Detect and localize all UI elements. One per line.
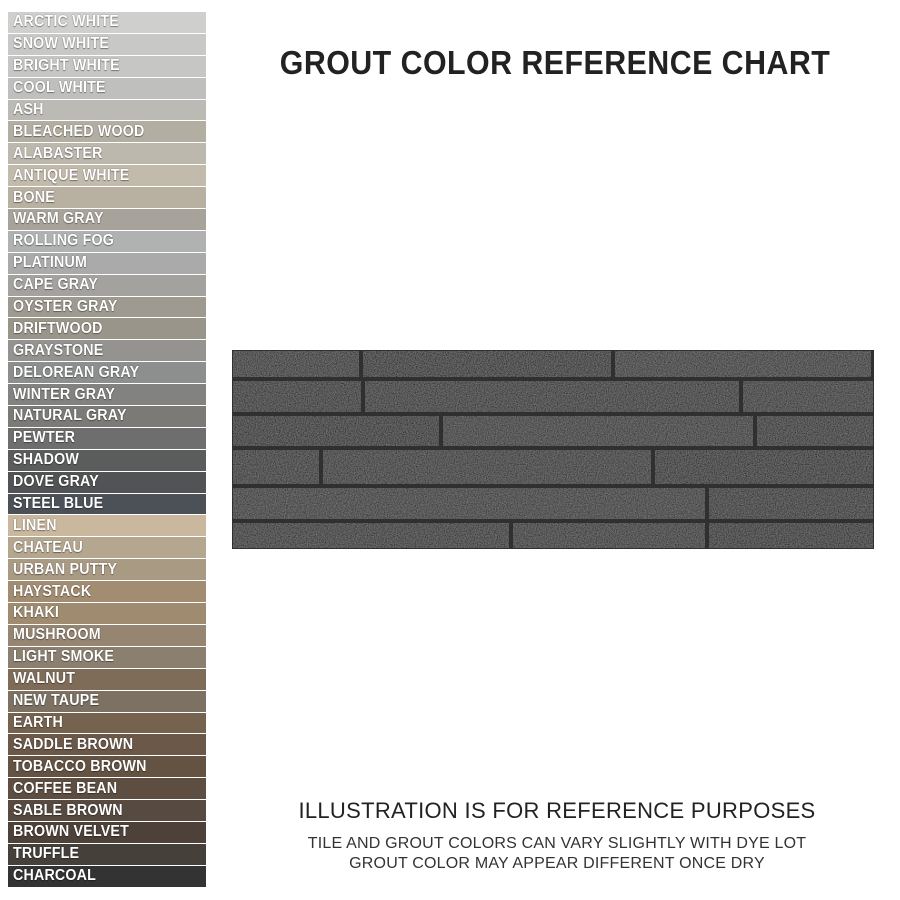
swatch-label: ASH bbox=[13, 101, 44, 118]
swatch-label: CAPE GRAY bbox=[13, 276, 99, 294]
tile-grout-background bbox=[232, 350, 874, 549]
disclaimer-line-dye-lot: TILE AND GROUT COLORS CAN VARY SLIGHTLY WITH DYE LOT bbox=[307, 835, 807, 852]
swatch-label: COOL WHITE bbox=[13, 79, 106, 97]
swatch-label: BONE bbox=[13, 188, 55, 206]
swatch-label: SABLE BROWN bbox=[13, 801, 123, 819]
swatch-coffee-bean bbox=[8, 778, 206, 799]
swatch-urban-putty bbox=[8, 559, 206, 580]
swatch-label: SHADOW bbox=[13, 451, 80, 469]
stone-strip bbox=[233, 416, 439, 446]
stone-strip bbox=[233, 488, 705, 519]
swatch-label: NATURAL GRAY bbox=[13, 407, 127, 425]
grout-color-swatch-list bbox=[8, 12, 206, 888]
swatch-steel-blue bbox=[8, 494, 206, 515]
disclaimer-block bbox=[214, 798, 900, 874]
swatch-label: ALABASTER bbox=[13, 144, 103, 162]
swatch-label: BLEACHED WOOD bbox=[13, 122, 145, 140]
swatch-cool-white bbox=[8, 78, 206, 99]
swatch-label: OYSTER GRAY bbox=[13, 298, 118, 316]
swatch-label: ROLLING FOG bbox=[13, 232, 115, 250]
swatch-earth bbox=[8, 713, 206, 734]
swatch-label: TOBACCO BROWN bbox=[13, 757, 147, 775]
swatch-label: SNOW WHITE bbox=[13, 35, 110, 53]
swatch-khaki bbox=[8, 603, 206, 624]
swatch-snow-white bbox=[8, 34, 206, 55]
swatch-label: GRAYSTONE bbox=[13, 341, 104, 359]
swatch-winter-gray bbox=[8, 384, 206, 405]
swatch-brown-velvet bbox=[8, 822, 206, 843]
swatch-tobacco-brown bbox=[8, 756, 206, 777]
stone-strip bbox=[615, 351, 871, 377]
swatch-linen bbox=[8, 515, 206, 536]
swatch-truffle bbox=[8, 844, 206, 865]
stone-strip bbox=[233, 381, 361, 412]
disclaimer-heading: ILLUSTRATION IS FOR REFERENCE PURPOSES bbox=[298, 798, 816, 823]
swatch-label: BRIGHT WHITE bbox=[13, 57, 120, 75]
stone-strip bbox=[233, 523, 509, 548]
page-title: GROUT COLOR REFERENCE CHART bbox=[279, 44, 831, 81]
stone-strip bbox=[513, 523, 705, 548]
swatch-oyster-gray bbox=[8, 297, 206, 318]
swatch-rolling-fog bbox=[8, 231, 206, 252]
swatch-new-taupe bbox=[8, 691, 206, 712]
swatch-label: SADDLE BROWN bbox=[13, 735, 134, 753]
stone-strip bbox=[757, 416, 873, 446]
swatch-alabaster bbox=[8, 143, 206, 164]
swatch-label: ARCTIC WHITE bbox=[13, 13, 119, 31]
swatch-label: CHATEAU bbox=[13, 538, 83, 556]
swatch-ash bbox=[8, 100, 206, 121]
swatch-label: URBAN PUTTY bbox=[13, 560, 118, 578]
swatch-cape-gray bbox=[8, 275, 206, 296]
stone-strip bbox=[365, 381, 739, 412]
swatch-label: PLATINUM bbox=[13, 254, 88, 272]
swatch-label: ANTIQUE WHITE bbox=[13, 166, 130, 184]
swatch-driftwood bbox=[8, 318, 206, 339]
swatch-label: HAYSTACK bbox=[13, 582, 92, 600]
swatch-label: TRUFFLE bbox=[13, 845, 80, 863]
swatch-label: WALNUT bbox=[13, 670, 76, 688]
swatch-label: DELOREAN GRAY bbox=[13, 363, 140, 381]
swatch-label: KHAKI bbox=[13, 604, 60, 622]
swatch-label: DOVE GRAY bbox=[13, 473, 99, 491]
stone-strip bbox=[709, 523, 873, 548]
disclaimer-line-dry-color: GROUT COLOR MAY APPEAR DIFFERENT ONCE DRY bbox=[349, 855, 765, 872]
swatch-mushroom bbox=[8, 625, 206, 646]
swatch-pewter bbox=[8, 428, 206, 449]
stone-strip bbox=[233, 450, 319, 484]
swatch-graystone bbox=[8, 340, 206, 361]
swatch-label: BROWN VELVET bbox=[13, 823, 130, 841]
stone-strip bbox=[443, 416, 753, 446]
stone-strip bbox=[323, 450, 651, 484]
swatch-bright-white bbox=[8, 56, 206, 77]
swatch-label: STEEL BLUE bbox=[13, 495, 104, 513]
swatch-label: EARTH bbox=[13, 713, 64, 731]
swatch-charcoal bbox=[8, 866, 206, 887]
swatch-label: COFFEE BEAN bbox=[13, 779, 118, 797]
swatch-natural-gray bbox=[8, 406, 206, 427]
swatch-label: NEW TAUPE bbox=[13, 692, 100, 710]
swatch-delorean-gray bbox=[8, 362, 206, 383]
swatch-saddle-brown bbox=[8, 734, 206, 755]
swatch-label: LIGHT SMOKE bbox=[13, 648, 115, 666]
swatch-shadow bbox=[8, 450, 206, 471]
swatch-bleached-wood bbox=[8, 121, 206, 142]
swatch-dove-gray bbox=[8, 472, 206, 493]
swatch-label: LINEN bbox=[13, 516, 57, 534]
swatch-sable-brown bbox=[8, 800, 206, 821]
stone-strip bbox=[233, 351, 359, 377]
swatch-label: MUSHROOM bbox=[13, 626, 101, 644]
swatch-warm-gray bbox=[8, 209, 206, 230]
swatch-haystack bbox=[8, 581, 206, 602]
swatch-chateau bbox=[8, 537, 206, 558]
swatch-arctic-white bbox=[8, 12, 206, 33]
swatch-label: WINTER GRAY bbox=[13, 385, 116, 403]
swatch-label: PEWTER bbox=[13, 429, 76, 447]
swatch-label: CHARCOAL bbox=[13, 867, 97, 885]
swatch-platinum bbox=[8, 253, 206, 274]
swatch-light-smoke bbox=[8, 647, 206, 668]
swatch-antique-white bbox=[8, 165, 206, 186]
stone-strip bbox=[363, 351, 611, 377]
swatch-bone bbox=[8, 187, 206, 208]
swatch-label: DRIFTWOOD bbox=[13, 319, 103, 337]
swatch-label: WARM GRAY bbox=[13, 210, 104, 228]
stone-strip bbox=[655, 450, 873, 484]
stone-strip bbox=[743, 381, 873, 412]
stone-strip bbox=[709, 488, 873, 519]
swatch-walnut bbox=[8, 669, 206, 690]
stacked-stone-tile-preview bbox=[232, 350, 874, 549]
